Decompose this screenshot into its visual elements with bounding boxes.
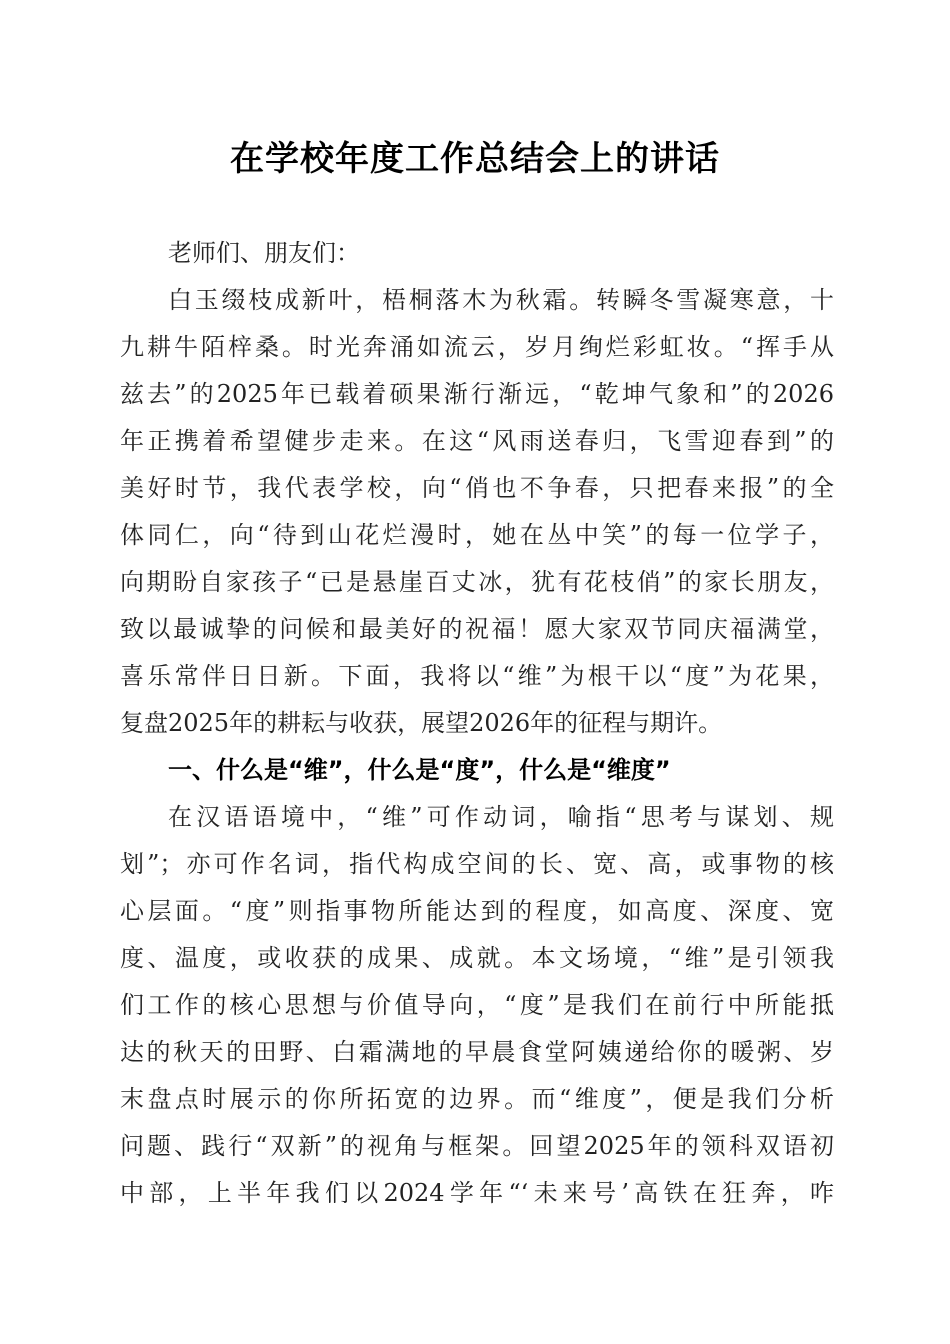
paragraph-line: 中部，上半年我们以2024学年“‘未来号’高铁在狂奔，咋 (120, 1179, 834, 1207)
paragraph-line: 兹去”的2025年已载着硕果渐行渐远，“乾坤气象和”的2026 (120, 380, 834, 408)
document-body (120, 230, 834, 1217)
paragraph-line: 末盘点时展示的你所拓宽的边界。而“维度”，便是我们分析 (120, 1085, 834, 1113)
paragraph-line: 划”；亦可作名词，指代构成空间的长、宽、高，或事物的核 (120, 850, 834, 878)
salutation: 老师们、朋友们： (168, 239, 360, 267)
paragraph-line: 复盘2025年的耕耘与收获，展望2026年的征程与期许。 (120, 709, 723, 737)
paragraph-line: 向期盼自家孩子“已是悬崖百丈冰，犹有花枝俏”的家长朋友， (120, 568, 834, 596)
paragraph-line: 问题、践行“双新”的视角与框架。回望2025年的领科双语初 (120, 1132, 834, 1160)
paragraph-line: 美好时节，我代表学校，向“俏也不争春，只把春来报”的全 (120, 474, 834, 502)
paragraph-line: 们工作的核心思想与价值导向，“度”是我们在前行中所能抵 (120, 991, 834, 1019)
paragraph-line: 心层面。“度”则指事物所能达到的程度，如高度、深度、宽 (120, 897, 834, 925)
paragraph-line: 年正携着希望健步走来。在这“风雨送春归，飞雪迎春到”的 (120, 427, 834, 455)
page-title: 在学校年度工作总结会上的讲话 (230, 139, 720, 179)
paragraph-line: 达的秋天的田野、白霜满地的早晨食堂阿姨递给你的暖粥、岁 (120, 1038, 834, 1066)
paragraph-line: 体同仁，向“待到山花烂漫时，她在丛中笑”的每一位学子， (120, 521, 834, 549)
paragraph-line: 在汉语语境中，“维”可作动词，喻指“思考与谋划、规 (168, 803, 834, 831)
paragraph-opening (120, 277, 834, 747)
paragraph-definition (120, 794, 834, 1217)
section-heading-1: 一、什么是“维”，什么是“度”，什么是“维度” (168, 756, 671, 784)
paragraph-line: 九耕牛陌梓桑。时光奔涌如流云，岁月绚烂彩虹妆。“挥手从 (120, 333, 834, 361)
paragraph-line: 度、温度，或收获的成果、成就。本文场境，“维”是引领我 (120, 944, 834, 972)
paragraph-line: 喜乐常伴日日新。下面，我将以“维”为根干以“度”为花果， (120, 662, 834, 690)
paragraph-line: 致以最诚挚的问候和最美好的祝福！愿大家双节同庆福满堂， (120, 615, 834, 643)
paragraph-line: 白玉缀枝成新叶，梧桐落木为秋霜。转瞬冬雪凝寒意，十 (168, 286, 834, 314)
